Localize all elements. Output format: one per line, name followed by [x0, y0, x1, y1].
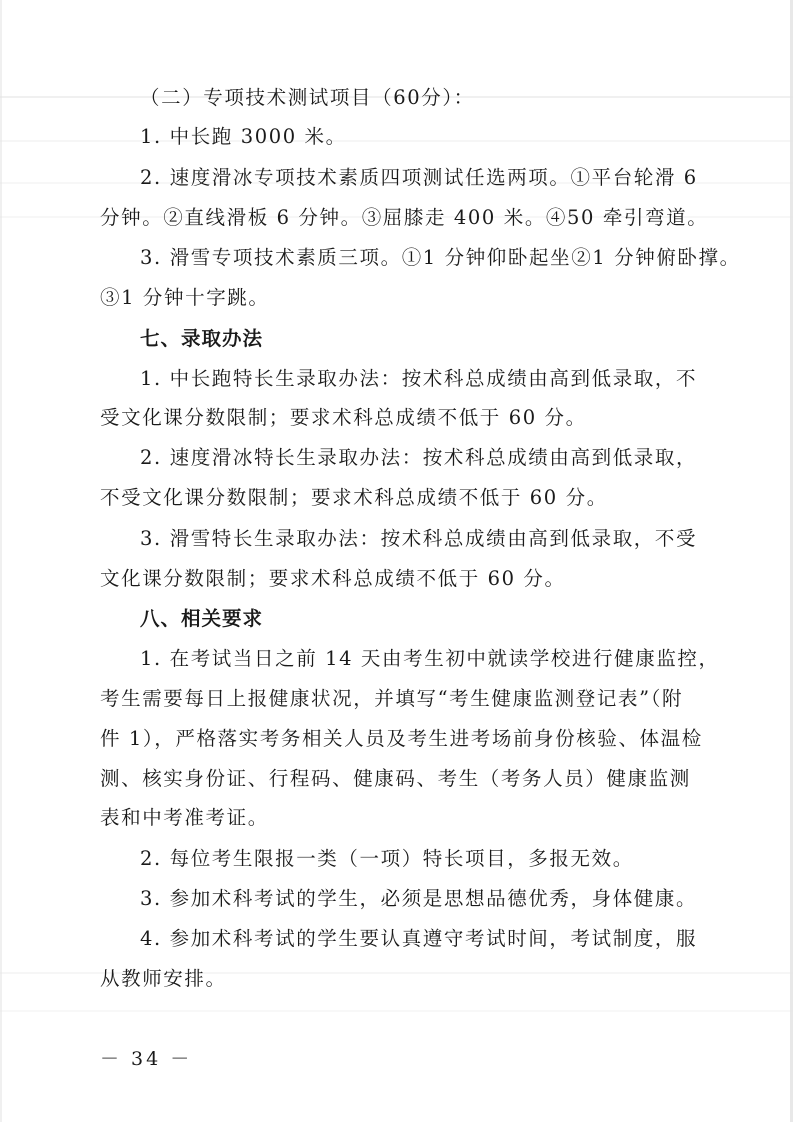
- paragraph-line: 2. 速度滑冰专项技术素质四项测试任选两项。①平台轮滑 6: [140, 166, 698, 189]
- paragraph-line: 1. 中长跑 3000 米。: [140, 125, 347, 148]
- paragraph-line: ③1 分钟十字跳。: [100, 286, 270, 309]
- paragraph-line: 件 1），严格落实考务相关人员及考生进考场前身份核验、体温检: [100, 727, 703, 750]
- paragraph-line: 分钟。②直线滑板 6 分钟。③屈膝走 400 米。④50 牵引弯道。: [100, 206, 709, 229]
- paragraph-line: 不受文化课分数限制；要求术科总成绩不低于 60 分。: [100, 486, 608, 509]
- paragraph-line: 受文化课分数限制；要求术科总成绩不低于 60 分。: [100, 406, 587, 429]
- page-number: － 34 －: [100, 1048, 193, 1070]
- paragraph-line: 文化课分数限制；要求术科总成绩不低于 60 分。: [100, 567, 566, 590]
- scan-noise: [0, 1010, 793, 1012]
- paragraph-line: 测、核实身份证、行程码、健康码、考生（考务人员）健康监测: [100, 767, 691, 790]
- paragraph-line: 1. 中长跑特长生录取办法：按术科总成绩由高到低录取，不: [140, 367, 698, 390]
- scan-left-edge: [0, 0, 2, 1122]
- paragraph-line: 1. 在考试当日之前 14 天由考生初中就读学校进行健康监控，: [140, 647, 720, 670]
- paragraph-line: 4. 参加术科考试的学生要认真遵守考试时间，考试制度，服: [140, 927, 698, 950]
- paragraph-line: 表和中考准考证。: [100, 806, 269, 829]
- paragraph-line: 2. 每位考生限报一类（一项）特长项目，多报无效。: [140, 847, 634, 870]
- paragraph-line: 从教师安排。: [100, 967, 227, 990]
- subsection-heading-special-tests: （二）专项技术测试项目（60分）：: [140, 86, 475, 109]
- paragraph-line: 3. 参加术科考试的学生，必须是思想品德优秀，身体健康。: [140, 887, 698, 910]
- paragraph-line: 考生需要每日上报健康状况，并填写“考生健康监测登记表”（附: [100, 687, 684, 710]
- section-heading-admission: 七、录取办法: [140, 327, 264, 350]
- paragraph-line: 3. 滑雪专项技术素质三项。①1 分钟仰卧起坐②1 分钟俯卧撑。: [140, 246, 741, 269]
- paragraph-line: 3. 滑雪特长生录取办法：按术科总成绩由高到低录取，不受: [140, 527, 698, 550]
- paragraph-line: 2. 速度滑冰特长生录取办法：按术科总成绩由高到低录取，: [140, 446, 698, 469]
- section-heading-requirements: 八、相关要求: [140, 607, 264, 630]
